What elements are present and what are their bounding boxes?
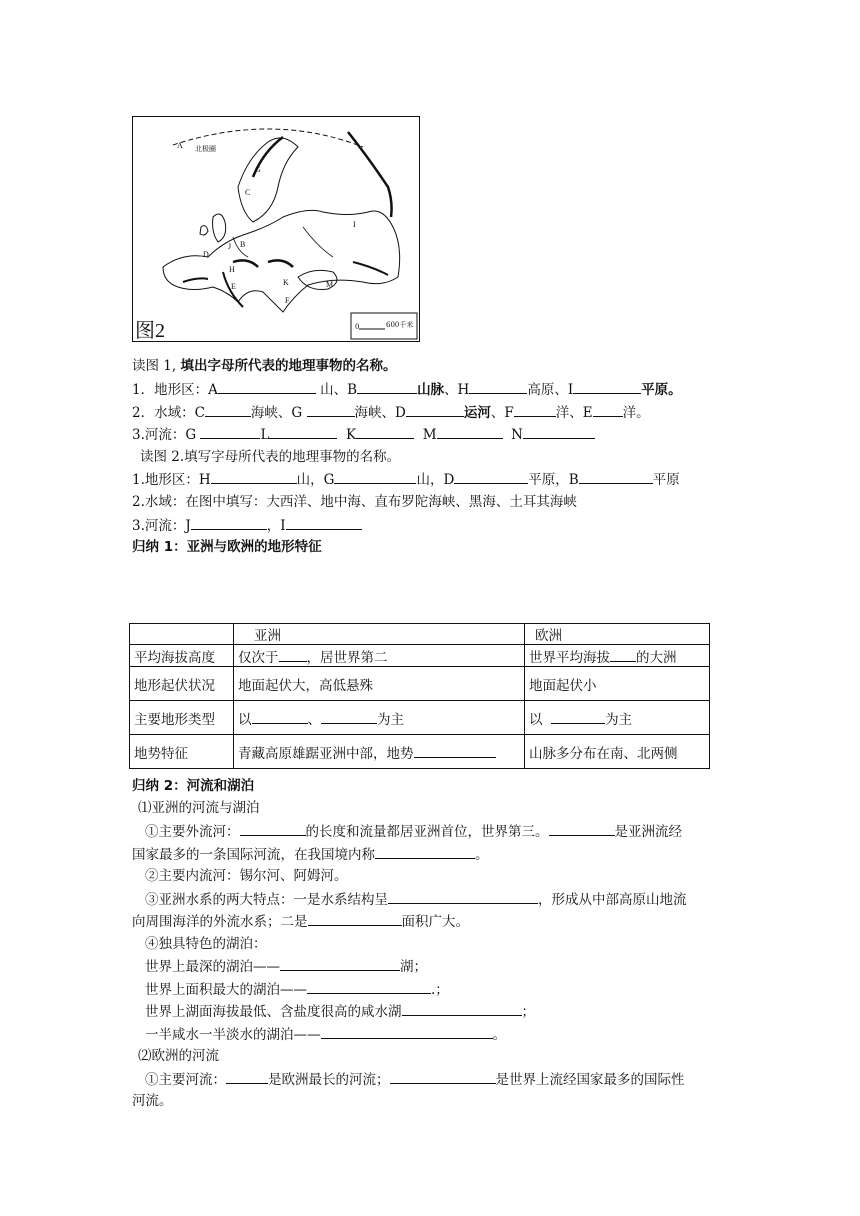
answer-blank[interactable] [191, 515, 267, 530]
table-row [130, 667, 710, 701]
answer-blank[interactable] [454, 469, 528, 484]
table-cell: 仅次于 ，居世界第二 [234, 645, 525, 667]
q-text: N [511, 427, 523, 443]
answer-blank[interactable] [321, 709, 377, 724]
summary2-title: 归纳 2：河流和湖泊 [132, 778, 255, 794]
row-label: 地势特征 [130, 735, 234, 769]
fig2-intro: 读图 2.填写字母所代表的地理事物的名称。 [140, 449, 401, 465]
fig2-q1 [132, 469, 680, 490]
summary2-l1: ①主要外流河： 的长度和流量都居亚洲首位，世界第三。 是亚洲流经 [145, 821, 682, 842]
q-text: 3.河流：G [132, 427, 197, 443]
answer-blank[interactable] [390, 1069, 496, 1084]
q-text: 山脉 [417, 382, 445, 398]
map-letter-c: C [245, 188, 251, 197]
q-text: 山，G [296, 472, 335, 488]
table-cell: 世界平均海拔 的大洲 [525, 645, 710, 667]
answer-blank[interactable] [514, 402, 556, 417]
table-row [130, 701, 710, 735]
answer-blank[interactable] [307, 402, 355, 417]
q-text: 洋。 [622, 405, 650, 421]
answer-blank[interactable] [205, 402, 251, 417]
answer-blank[interactable] [573, 379, 641, 394]
q-text: 平原。 [641, 382, 682, 398]
answer-blank[interactable] [579, 469, 653, 484]
fig1-q3 [132, 424, 595, 445]
answer-blank[interactable] [334, 469, 416, 484]
q-text: 、F [490, 405, 514, 421]
answer-blank[interactable] [593, 402, 623, 417]
q-text: 1.地形区：H [132, 472, 211, 488]
answer-blank[interactable] [321, 1024, 493, 1039]
table-cell: 山脉多分布在南、北两侧 [525, 735, 710, 769]
map-letter-b: B [240, 240, 246, 249]
table-header-row [130, 624, 710, 645]
map-letter-h: H [229, 265, 235, 274]
summary2-l10: 一半咸水一半淡水的湖泊—— 。 [145, 1024, 506, 1045]
map-letter-k: K [283, 278, 289, 287]
europe-map-drawing [133, 117, 418, 340]
map-letter-g: G [255, 165, 261, 174]
answer-blank[interactable] [388, 889, 538, 904]
summary2-l9: 世界上湖面海拔最低、含盐度很高的咸水湖 ； [145, 1001, 535, 1022]
table-cell: 地面起伏大，高低悬殊 [234, 667, 525, 701]
answer-blank[interactable] [308, 911, 402, 926]
answer-blank[interactable] [610, 647, 636, 662]
map-letter-j: J [228, 242, 232, 251]
q-text: 洋、E [555, 405, 593, 421]
table-row [130, 735, 710, 769]
answer-blank[interactable] [307, 979, 431, 994]
map-letter-a: A [177, 141, 183, 150]
q-text: 平原 [652, 472, 680, 488]
summary2-l11: ①主要河流： 是欧洲最长的河流； 是世界上流经国家最多的国际性 [145, 1069, 685, 1090]
table-cell: 以 为主 [525, 701, 710, 735]
summary2-l2: 国家最多的一条国际河流，在我国境内称 。 [132, 844, 489, 865]
summary2-l4: ③亚洲水系的两大特点：一是水系结构呈 ，形成从中部高原山地流 [145, 889, 687, 910]
map-caption: 图2 [135, 320, 165, 340]
fig1-q2 [132, 402, 650, 423]
answer-blank[interactable] [218, 379, 316, 394]
q-text: ，I [266, 518, 286, 534]
answer-blank[interactable] [252, 709, 308, 724]
q-text: 运河 [463, 405, 491, 421]
summary2-l12: 河流。 [132, 1093, 173, 1109]
scale-zero: 0 [355, 323, 360, 331]
summary2-l6: ④独具特色的湖泊： [145, 936, 267, 952]
answer-blank[interactable] [240, 821, 306, 836]
q-text: 、H [444, 382, 470, 398]
answer-blank[interactable] [269, 424, 337, 439]
q-text: 海峡、D [354, 405, 406, 421]
answer-blank[interactable] [357, 379, 417, 394]
answer-blank[interactable] [469, 379, 527, 394]
row-label: 地形起伏状况 [130, 667, 234, 701]
answer-blank[interactable] [200, 424, 260, 439]
table-header-cell: 欧洲 [525, 624, 710, 645]
q-text: 平原，B [528, 472, 579, 488]
map-letter-e: E [231, 282, 236, 291]
summary2-l7: 世界上最深的湖泊—— 湖； [145, 956, 427, 977]
answer-blank[interactable] [551, 709, 605, 724]
table-cell: 地面起伏小 [525, 667, 710, 701]
fig1-intro [132, 356, 396, 376]
answer-blank[interactable] [523, 424, 595, 439]
scale-label: 600千米 [386, 321, 414, 329]
fig2-q3 [132, 515, 362, 536]
q-text: 2．水域：C [132, 405, 205, 421]
answer-blank[interactable] [211, 469, 297, 484]
table-cell: 青藏高原雄踞亚洲中部，地势 [234, 735, 525, 769]
q-text: M [422, 427, 437, 443]
arctic-circle-label: 北极圈 [195, 145, 216, 153]
q-text: K [346, 427, 357, 443]
summary2-s1: ⑴亚洲的河流与湖泊 [138, 800, 260, 816]
map-letter-m: M [326, 280, 334, 289]
fig1-intro-b: 填出字母所代表的地理事物的名称。 [180, 358, 397, 374]
summary2-l3: ②主要内流河：锡尔河、阿姆河。 [145, 868, 348, 884]
row-label: 平均海拔高度 [130, 645, 234, 667]
table-row [130, 645, 710, 667]
summary2-l8: 世界上面积最大的湖泊—— .； [145, 979, 449, 1000]
answer-blank[interactable] [286, 515, 362, 530]
fig2-q2: 2.水域：在图中填写：大西洋、地中海、直布罗陀海峡、黑海、土耳其海峡 [132, 494, 577, 510]
q-text: L [260, 427, 270, 443]
answer-blank[interactable] [356, 424, 414, 439]
table-cell: 以 、 为主 [234, 701, 525, 735]
answer-blank[interactable] [226, 1069, 268, 1084]
answer-blank[interactable] [437, 424, 503, 439]
answer-blank[interactable] [414, 743, 496, 758]
terrain-comparison-table [129, 623, 710, 769]
summary2-s2: ⑵欧洲的河流 [138, 1048, 219, 1064]
q-text: 海峡、G [250, 405, 303, 421]
row-label: 主要地形类型 [130, 701, 234, 735]
q-text: 山，D [416, 472, 455, 488]
table-header-cell: 亚洲 [234, 624, 525, 645]
map-letter-f: F [285, 296, 290, 305]
answer-blank[interactable] [375, 844, 475, 859]
answer-blank[interactable] [406, 402, 464, 417]
answer-blank[interactable] [549, 821, 615, 836]
map-letter-i: I [353, 220, 356, 229]
summary2-l5: 向周围海洋的外流水系；二是 面积广大。 [132, 911, 469, 932]
summary1-title: 归纳 1：亚洲与欧洲的地形特征 [132, 539, 322, 555]
fig1-q1 [132, 379, 682, 400]
answer-blank[interactable] [279, 647, 307, 662]
answer-blank[interactable] [402, 1001, 522, 1016]
q-text: 1．地形区：A [132, 382, 218, 398]
q-text: 山、B [320, 382, 358, 398]
europe-map-figure [132, 116, 420, 342]
fig1-intro-a: 读图 1, [132, 358, 177, 374]
q-text: 高原、I [527, 382, 574, 398]
map-letter-d: D [203, 250, 209, 259]
answer-blank[interactable] [280, 956, 400, 971]
table-header-cell [130, 624, 234, 645]
q-text: 3.河流：J [132, 518, 191, 534]
